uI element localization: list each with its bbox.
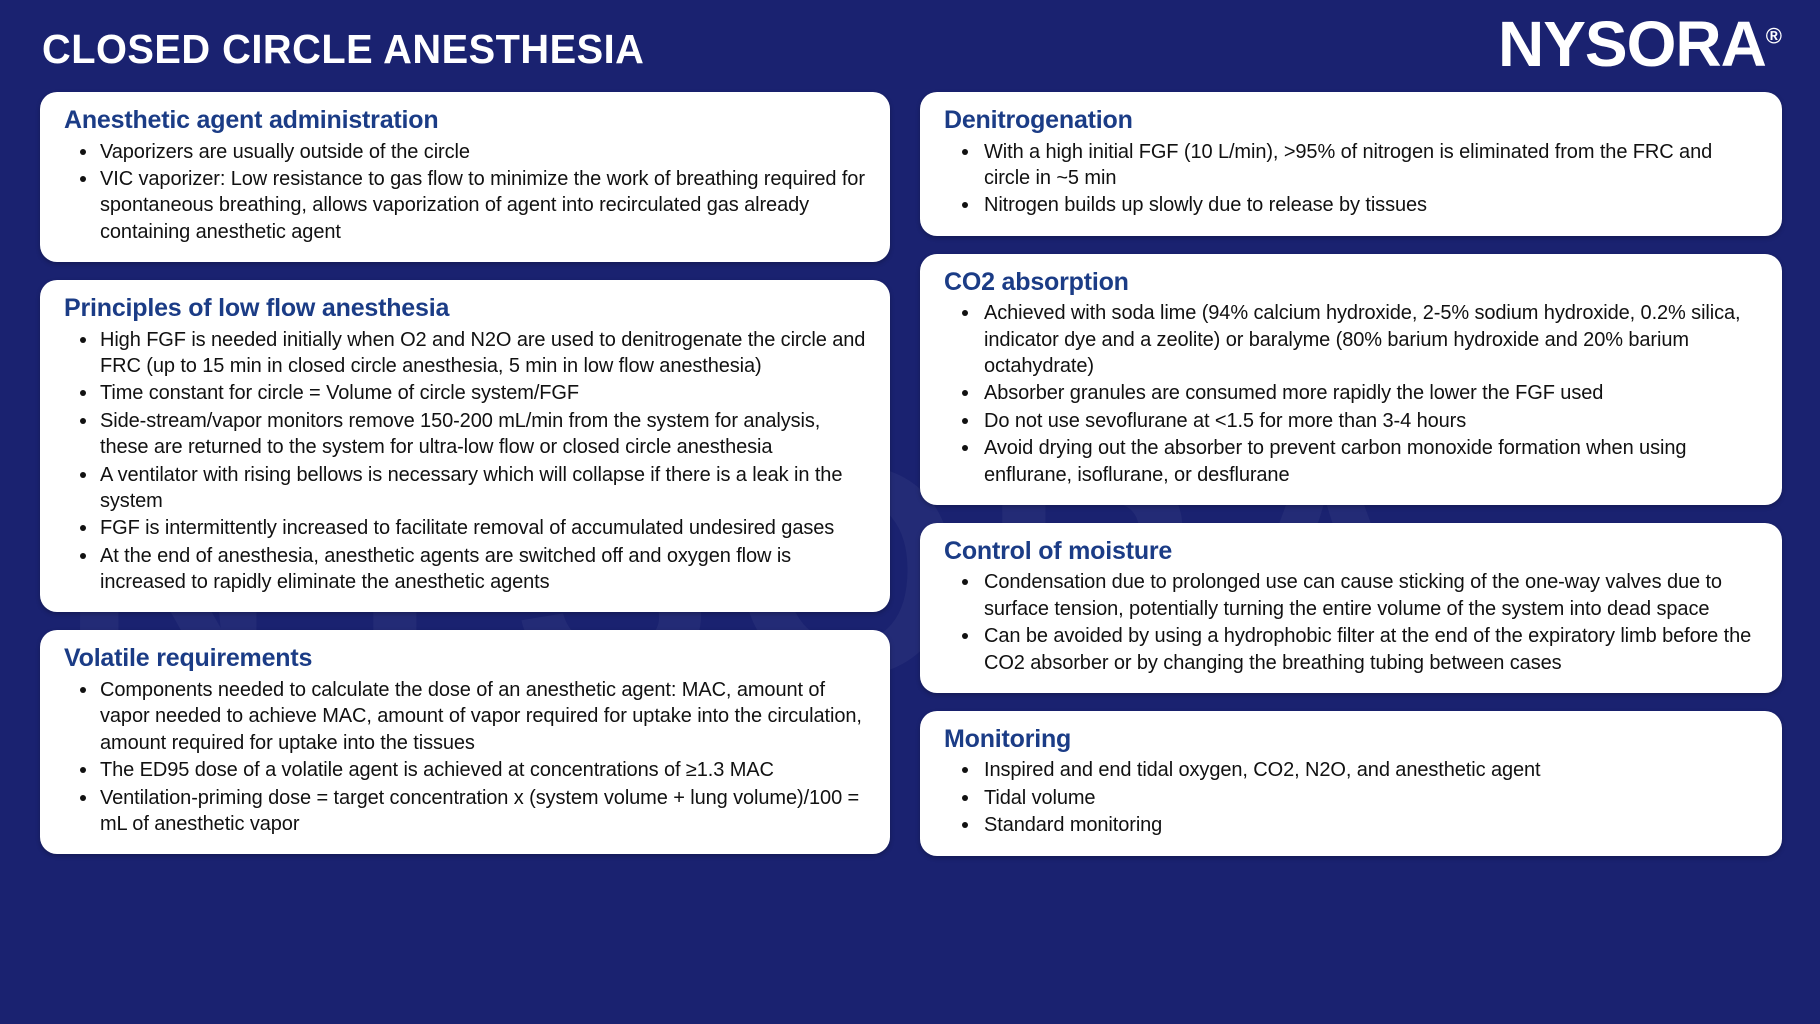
- bullet-item: Do not use sevoflurane at <1.5 for more than 3-4 hours: [944, 408, 1758, 434]
- left-column: [40, 92, 890, 856]
- registered-trademark-icon: ®: [1765, 23, 1782, 49]
- card-heading: CO2 absorption: [944, 267, 1129, 296]
- bullet-item: Achieved with soda lime (94% calcium hydroxide, 2-5% sodium hydroxide, 0.2% silica, indicator dye and a zeolite) or baralyme (80% barium hydroxide and 20% barium octahydrate): [944, 300, 1758, 379]
- bullet-item: Ventilation-priming dose = target concentration x (system volume + lung volume)/100 = mL of anesthetic vapor: [64, 785, 866, 838]
- card-volatile-requirements: [40, 630, 890, 854]
- bullet-item: With a high initial FGF (10 L/min), >95% of nitrogen is eliminated from the FRC and circle in ~5 min: [944, 139, 1758, 192]
- bullet-item: FGF is intermittently increased to facilitate removal of accumulated undesired gases: [64, 515, 866, 541]
- card-principles-of-low-flow-anesthesia: [40, 280, 890, 612]
- card-heading: Anesthetic agent administration: [64, 106, 439, 134]
- nysora-logo: [1497, 8, 1782, 80]
- card-heading: Volatile requirements: [64, 644, 313, 673]
- bullet-item: Nitrogen builds up slowly due to release by tissues: [944, 192, 1758, 218]
- nysora-logo-text: NYSORA: [1497, 8, 1766, 80]
- card-heading: Monitoring: [944, 724, 1072, 753]
- card-denitrogenation: [920, 92, 1782, 236]
- card-heading: Control of moisture: [944, 536, 1173, 565]
- bullet-item: Condensation due to prolonged use can cause sticking of the one-way valves due to surface tension, potentially turning the entire volume of the system into dead space: [944, 569, 1758, 622]
- bullet-list: [64, 677, 866, 837]
- bullet-item: Time constant for circle = Volume of circle system/FGF: [64, 380, 866, 406]
- bullet-item: At the end of anesthesia, anesthetic agents are switched off and oxygen flow is increased to rapidly eliminate the anesthetic agents: [64, 543, 866, 596]
- content-columns: [0, 92, 1820, 856]
- bullet-item: Components needed to calculate the dose of an anesthetic agent: MAC, amount of vapor needed to achieve MAC, amount of vapor required for uptake into the circulation, amount required for uptake into the tissues: [64, 677, 866, 756]
- card-control-of-moisture: [920, 523, 1782, 693]
- bullet-item: Avoid drying out the absorber to prevent carbon monoxide formation when using enflurane, isoflurane, or desflurane: [944, 435, 1758, 488]
- card-heading: Denitrogenation: [944, 106, 1133, 134]
- bullet-item: Tidal volume: [944, 785, 1758, 811]
- bullet-item: Standard monitoring: [944, 812, 1758, 838]
- bullet-item: VIC vaporizer: Low resistance to gas flow to minimize the work of breathing required for spontaneous breathing, allows vaporization of agent into recirculated gas already containing anesthetic agent: [64, 166, 866, 245]
- right-column: [920, 92, 1782, 856]
- bullet-item: Inspired and end tidal oxygen, CO2, N2O, and anesthetic agent: [944, 757, 1758, 783]
- bullet-item: Absorber granules are consumed more rapidly the lower the FGF used: [944, 380, 1758, 406]
- bullet-item: High FGF is needed initially when O2 and N2O are used to denitrogenate the circle and FRC (up to 15 min in closed circle anesthesia, 5 min in low flow anesthesia): [64, 327, 866, 380]
- bullet-list: [944, 569, 1758, 676]
- bullet-list: [64, 327, 866, 596]
- bullet-item: A ventilator with rising bellows is necessary which will collapse if there is a leak in the system: [64, 462, 866, 515]
- bullet-item: Side-stream/vapor monitors remove 150-200 mL/min from the system for analysis, these are returned to the system for ultra-low flow or closed circle anesthesia: [64, 408, 866, 461]
- bullet-list: [64, 139, 866, 246]
- card-anesthetic-agent-administration: [40, 92, 890, 262]
- bullet-list: [944, 300, 1758, 488]
- page-header: [0, 0, 1820, 92]
- bullet-list: [944, 139, 1758, 219]
- bullet-list: [944, 757, 1758, 838]
- bullet-item: The ED95 dose of a volatile agent is achieved at concentrations of ≥1.3 MAC: [64, 757, 866, 783]
- page-title: CLOSED CIRCLE ANESTHESIA: [42, 26, 645, 72]
- card-monitoring: [920, 711, 1782, 856]
- card-co2-absorption: [920, 254, 1782, 505]
- bullet-item: Vaporizers are usually outside of the circle: [64, 139, 866, 165]
- bullet-item: Can be avoided by using a hydrophobic filter at the end of the expiratory limb before the CO2 absorber or by changing the breathing tubing between cases: [944, 623, 1758, 676]
- card-heading: Principles of low flow anesthesia: [64, 294, 450, 323]
